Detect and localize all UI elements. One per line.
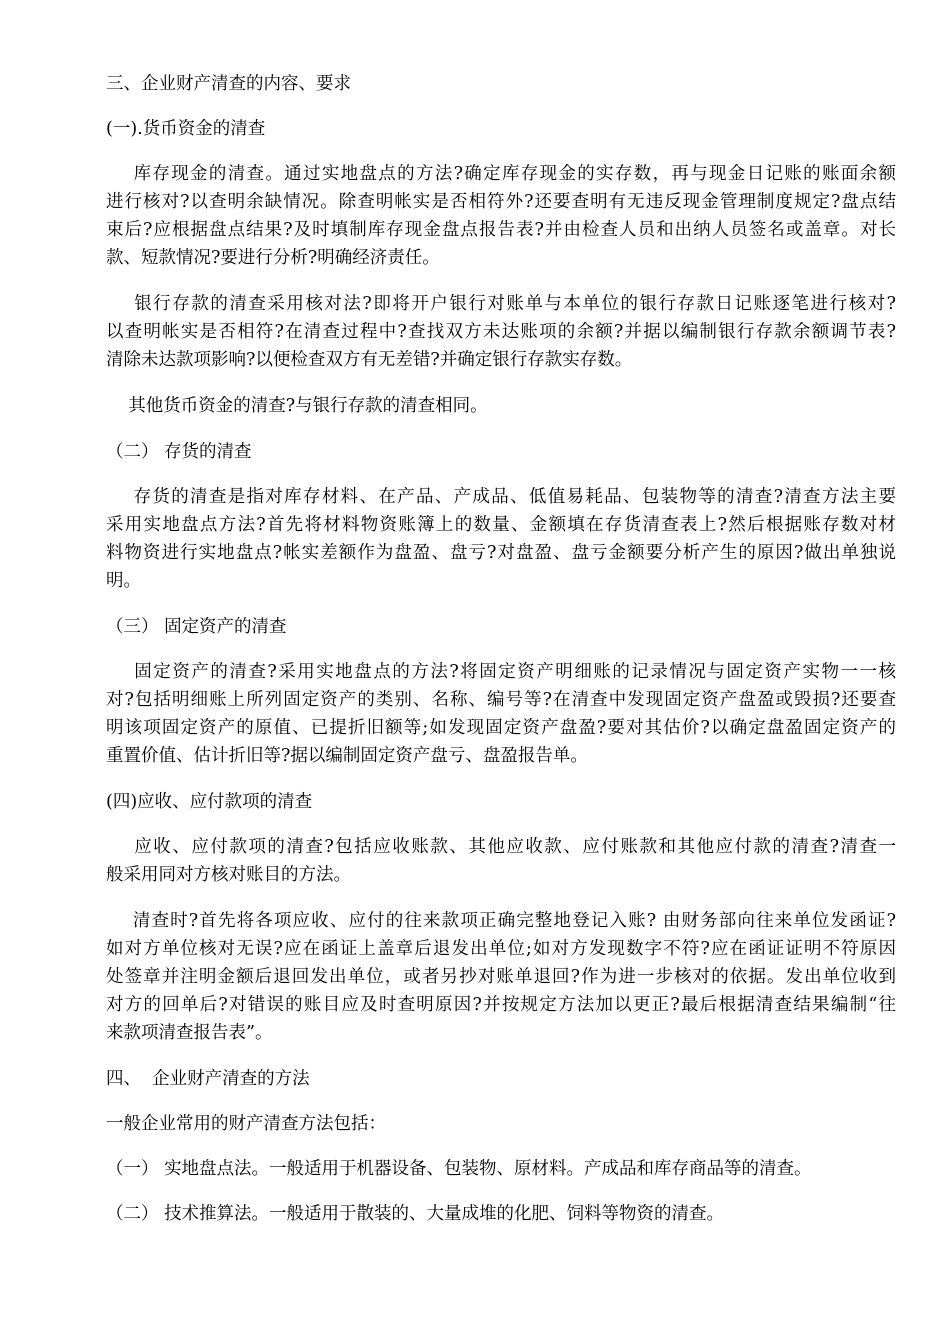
text-line: 清除未达款项影响?以便检查双方有无差错?并确定银行存款实存数。 <box>106 350 633 370</box>
text-line: 其他货币资金的清查?与银行存款的清查相同。 <box>106 396 488 416</box>
text-line: （三） 固定资产的清查 <box>106 617 287 637</box>
text-line: (一).货币资金的清查 <box>106 119 266 139</box>
body-paragraph <box>106 392 896 420</box>
text-line: 款、短款情况?要进行分析?明确经济责任。 <box>106 248 440 268</box>
text-line: 如对方单位核对无误?应在函证上盖章后退发出单位;如对方发现数字不符?应在函证证明不符原因 <box>106 939 896 959</box>
text-line: 存货的清查是指对库存材料、在产品、产成品、低值易耗品、包装物等的清查?清查方法主要 <box>106 487 896 507</box>
text-line: （二） 技术推算法。一般适用于散装的、大量成堆的化肥、饲料等物资的清查。 <box>106 1204 725 1224</box>
text-line: 应收、应付款项的清查?包括应收账款、其他应收款、应付账款和其他应付款的清查?清查一 <box>106 837 896 857</box>
text-line: 束后?应根据盘点结果?及时填制库存现金盘点报告表?并由检查人员和出纳人员签名或盖章。对长 <box>106 220 896 240</box>
text-line: 三、企业财产清查的内容、要求 <box>106 74 351 94</box>
text-line: 般采用同对方核对账目的方法。 <box>106 865 351 885</box>
text-line: 重置价值、估计折旧等?据以编制固定资产盘亏、盘盈报告单。 <box>106 746 588 766</box>
body-paragraph <box>106 907 896 1047</box>
section-heading <box>106 115 896 143</box>
text-line: 料物资进行实地盘点?帐实差额作为盘盈、盘亏?对盘盈、盘亏金额要分析产生的原因?做出单独说 <box>106 543 896 563</box>
text-line: 来款项清查报告表”。 <box>106 1023 273 1043</box>
text-line: 四、 企业财产清查的方法 <box>106 1069 310 1089</box>
section-heading <box>106 1200 896 1228</box>
body-paragraph <box>106 160 896 272</box>
document-page <box>106 70 896 1245</box>
text-line: 采用实地盘点方法?首先将材料物资账簿上的数量、金额填在存货清查表上?然后根据账存数对材 <box>106 515 896 535</box>
text-line: 固定资产的清查?采用实地盘点的方法?将固定资产明细账的记录情况与固定资产实物一一核 <box>106 662 896 682</box>
text-line: 对?包括明细账上所列固定资产的类别、名称、编号等?在清查中发现固定资产盘盈或毁损?还要查 <box>106 690 896 710</box>
text-line: 银行存款的清查采用核对法?即将开户银行对账单与本单位的银行存款日记账逐笔进行核对? <box>106 294 896 314</box>
body-paragraph <box>106 833 896 889</box>
text-line: 库存现金的清查。通过实地盘点的方法?确定库存现金的实存数，再与现金日记账的账面余额 <box>106 164 896 184</box>
section-heading <box>106 1065 896 1093</box>
section-heading <box>106 438 896 466</box>
text-line: 一般企业常用的财产清查方法包括： <box>106 1114 386 1134</box>
text-line: 以查明帐实是否相符?在清查过程中?查找双方未达账项的余额?并据以编制银行存款余额调节表? <box>106 322 896 342</box>
section-heading <box>106 1155 896 1183</box>
section-heading <box>106 613 896 641</box>
text-line: 进行核对?以查明余缺情况。除查明帐实是否相符外?还要查明有无违反现金管理制度规定?盘点结 <box>106 192 896 212</box>
text-line: （一） 实地盘点法。一般适用于机器设备、包装物、原材料。产成品和库存商品等的清查。 <box>106 1159 812 1179</box>
text-line: 明。 <box>106 571 141 591</box>
text-line: 明该项固定资产的原值、已提折旧额等;如发现固定资产盘盈?要对其估价?以确定盘盈固定资产的 <box>106 718 896 738</box>
text-line: （二） 存货的清查 <box>106 442 252 462</box>
section-heading <box>106 788 896 816</box>
body-paragraph <box>106 658 896 770</box>
body-paragraph <box>106 290 896 374</box>
body-paragraph <box>106 483 896 595</box>
text-line: 对方的回单后?对错误的账目应及时查明原因?并按规定方法加以更正?最后根据清查结果编制“往 <box>106 995 896 1015</box>
section-heading <box>106 1110 896 1138</box>
section-heading <box>106 70 896 98</box>
text-line: (四)应收、应付款项的清查 <box>106 792 313 812</box>
text-line: 清查时?首先将各项应收、应付的往来款项正确完整地登记入账? 由财务部向往来单位发函证? <box>106 911 896 931</box>
text-line: 处签章并注明金额后退回发出单位，或者另抄对账单退回?作为进一步核对的依据。发出单位收到 <box>106 967 896 987</box>
